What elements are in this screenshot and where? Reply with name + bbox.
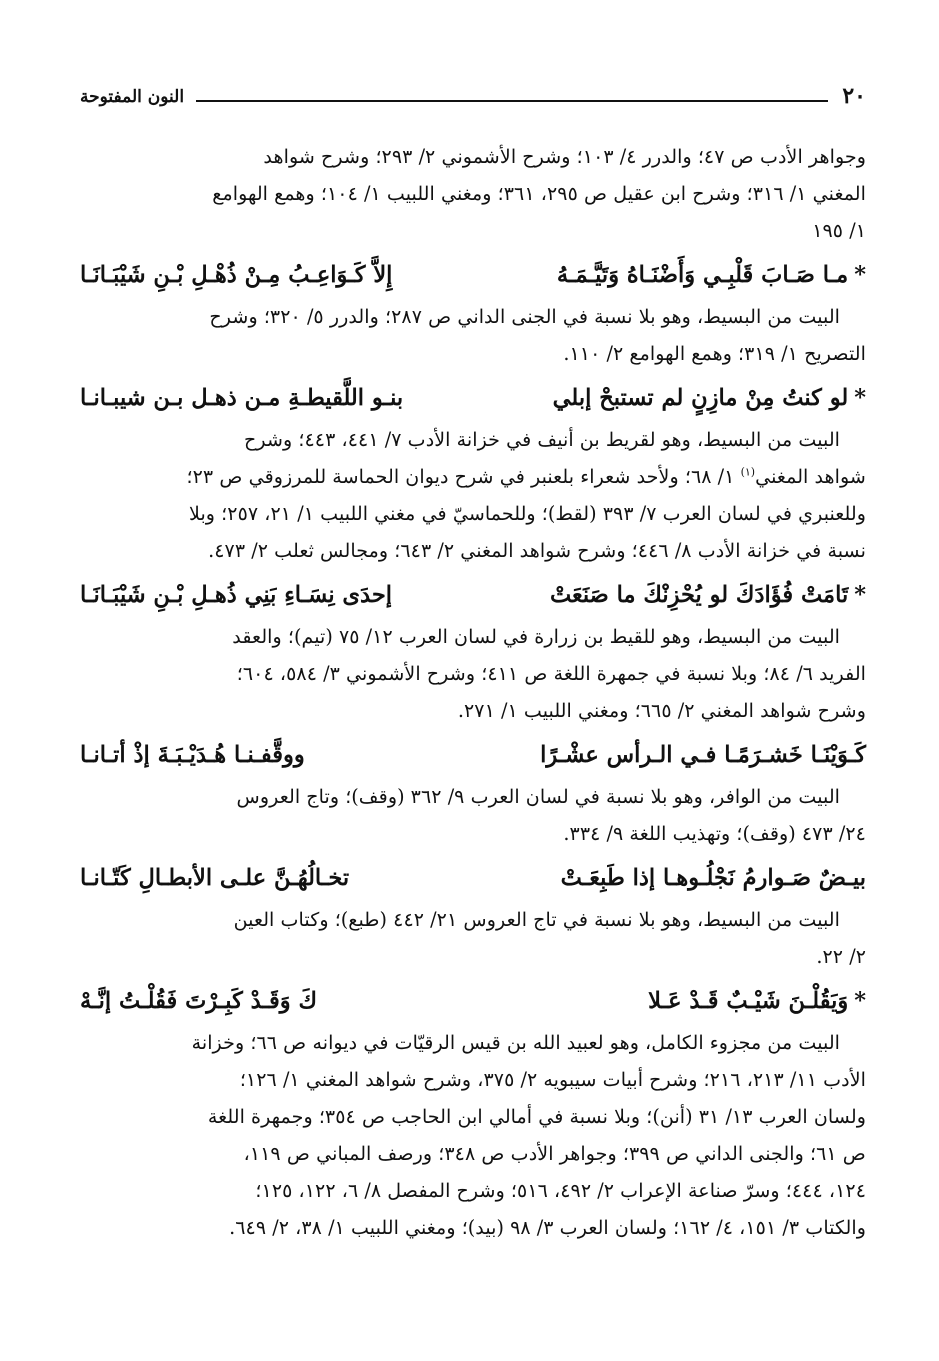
text-line: البيت من البسيط، وهو للقيط بن زرارة في لسان العرب ١٢/ ٧٥ (تيم)؛ والعقد (232, 625, 840, 648)
verse-second-hemistich: كَ وَقَـدْ كَبِـرْتَ فَقُلْـتُ إنَّـهْ (80, 988, 318, 1014)
verse-line (80, 734, 866, 776)
verse-line (80, 574, 866, 616)
text-line: ١/ ١٩٥ (812, 219, 866, 242)
verse-second-hemistich: إحدَى نِسَـاءِ بَنِي ذُهـلِ بْـنِ شَيْبَـانَـا (80, 582, 393, 608)
text-line: ٢٤/ ٤٧٣ (وقف)؛ وتهذيب اللغة ٩/ ٣٣٤. (563, 822, 866, 845)
verse-first-hemistich: بيـضٌ صَـوارمُ نَجْلُـوهـا إذا طَبِعَـتْ (560, 865, 866, 891)
text-line: ٢/ ٢٢. (816, 945, 866, 968)
verse-line (80, 857, 866, 899)
book-page (80, 78, 866, 1246)
text-line: والكتاب ٣/ ١٥١، ٤/ ١٦٢؛ ولسان العرب ٣/ ٩٨ (بيد)؛ ومغني اللبيب ١/ ٣٨، ٢/ ٦٤٩. (229, 1216, 866, 1239)
text-line: البيت من الوافر، وهو بلا نسبة في لسان العرب ٩/ ٣٦٢ (وقف)؛ وتاج العروس (236, 785, 840, 808)
running-title: النون المفتوحة (80, 87, 185, 107)
source-note (80, 298, 866, 372)
verse-first-hemistich: تَامَتْ فُؤَادَكَ لو يُحْزِنْكَ ما صَنَعَتْ (549, 582, 849, 608)
text-line: الفريد ٦/ ٨٤؛ وبلا نسبة في جمهرة اللغة ص ٤١١؛ وشرح الأشموني ٣/ ٥٨٤، ٦٠٤؛ (236, 662, 866, 685)
verse-line (80, 254, 866, 296)
text-line: المغني ١/ ٣١٦؛ وشرح ابن عقيل ص ٢٩٥، ٣٦١؛ ومغني اللبيب ١/ ١٠٤؛ وهمع الهوامع (212, 182, 866, 205)
text-line: ص ٦١؛ والجنى الداني ص ٣٩٩؛ وجواهر الأدب ص ٣٤٨؛ ورصف المباني ص ١١٩، (243, 1142, 866, 1165)
text-line: وجواهر الأدب ص ٤٧؛ والدرر ٤/ ١٠٣؛ وشرح الأشموني ٢/ ٢٩٣؛ وشرح شواهد (263, 145, 866, 168)
verse-second-hemistich: تخـالُهُـنَّ علـى الأبطـالِ كَتّـانـا (80, 865, 350, 891)
verse-first-hemistich: وَيَقُلْـنَ شَيْـبٌ قَـدْ عَـلا (648, 988, 849, 1014)
text-line (80, 458, 866, 495)
verse-star: * (854, 385, 866, 411)
header-rule (196, 100, 828, 102)
text-line: نسبة في خزانة الأدب ٨/ ٤٤٦؛ وشرح شواهد المغني ٢/ ٦٤٣؛ ومجالس ثعلب ٢/ ٤٧٣. (208, 539, 866, 562)
text-line: التصريح ١/ ٣١٩؛ وهمع الهوامع ٢/ ١١٠. (563, 342, 866, 365)
verse-first-hemistich: كَـوَيْنَـا خَشـرَمًـا فـي الـرأس عشْـرًا (540, 742, 866, 768)
page-number: ٢٠ (842, 83, 866, 109)
text-line: وللعنبري في لسان العرب ٧/ ٣٩٣ (لقط)؛ وللحماسيّ في مغني اللبيب ١/ ٢١، ٢٥٧؛ وبلا (189, 502, 866, 525)
verse-star: * (854, 262, 866, 288)
source-note (80, 901, 866, 975)
text-line: البيت من البسيط، وهو بلا نسبة في تاج العروس ٢١/ ٤٤٢ (طبع)؛ وكتاب العين (233, 908, 840, 931)
text-line: ولسان العرب ١٣/ ٣١ (أنن)؛ وبلا نسبة في أمالي ابن الحاجب ص ٣٥٤؛ وجمهرة اللغة (207, 1105, 866, 1128)
source-note (80, 1024, 866, 1246)
verse-first-hemistich: مـا صَـابَ قَلْبِـي وَأَضْنَـاهُ وَتَيَّـمَـهُ (556, 262, 849, 288)
verse-second-hemistich: إِلاَّ كَـوَاعِـبُ مِـنْ ذُهْـلِ بْـنِ شَيْبَـانَـا (80, 262, 393, 288)
verse-star: * (854, 988, 866, 1014)
source-note (80, 778, 866, 852)
source-note (80, 421, 866, 569)
verse-star: * (854, 582, 866, 608)
verse-line (80, 377, 866, 419)
text-line: البيت من البسيط، وهو لقريط بن أنيف في خزانة الأدب ٧/ ٤٤١، ٤٤٣؛ وشرح (243, 428, 840, 451)
verse-first-hemistich: لو كنتُ مِنْ مازِنٍ لم تستبحْ إبلي (552, 385, 849, 411)
text-line-part: شواهد المغني$^{(١)}$ ١/ ٦٨؛ ولأحد شعراء بلعنبر في شرح ديوان الحماسة للمرزوقي ص ٢٣؛ (186, 465, 866, 488)
source-note (80, 618, 866, 729)
text-line: البيت من البسيط، وهو بلا نسبة في الجنى الداني ص ٢٨٧؛ والدرر ٥/ ٣٢٠؛ وشرح (209, 305, 840, 328)
verse-second-hemistich: ووقَّفـنـا هُـدَيْـبَـةَ إذْ أتـانـا (80, 742, 305, 768)
text-line: وشرح شواهد المغني ٢/ ٦٦٥؛ ومغني اللبيب ١/ ٢٧١. (457, 699, 866, 722)
text-line: ١٢٤، ٤٤٤؛ وسرّ صناعة الإعراب ٢/ ٤٩٢، ٥١٦؛ وشرح المفصل ٨/ ٦، ١٢٢، ١٢٥؛ (255, 1179, 866, 1202)
footnote-marker: (١) (740, 465, 756, 479)
text-line: البيت من مجزوء الكامل، وهو لعبيد الله بن قيس الرقيّات في ديوانه ص ٦٦؛ وخزانة (191, 1031, 840, 1054)
intro-paragraph (80, 138, 866, 249)
verse-second-hemistich: بنـو اللَّقيطـةِ مـن ذهـل بـن شيبـانـا (80, 385, 404, 411)
verse-line (80, 980, 866, 1022)
text-line: الأدب ١١/ ٢١٣، ٢١٦؛ وشرح أبيات سيبويه ٢/ ٣٧٥، وشرح شواهد المغني ١/ ١٢٦؛ (239, 1068, 866, 1091)
page-header (80, 78, 866, 108)
